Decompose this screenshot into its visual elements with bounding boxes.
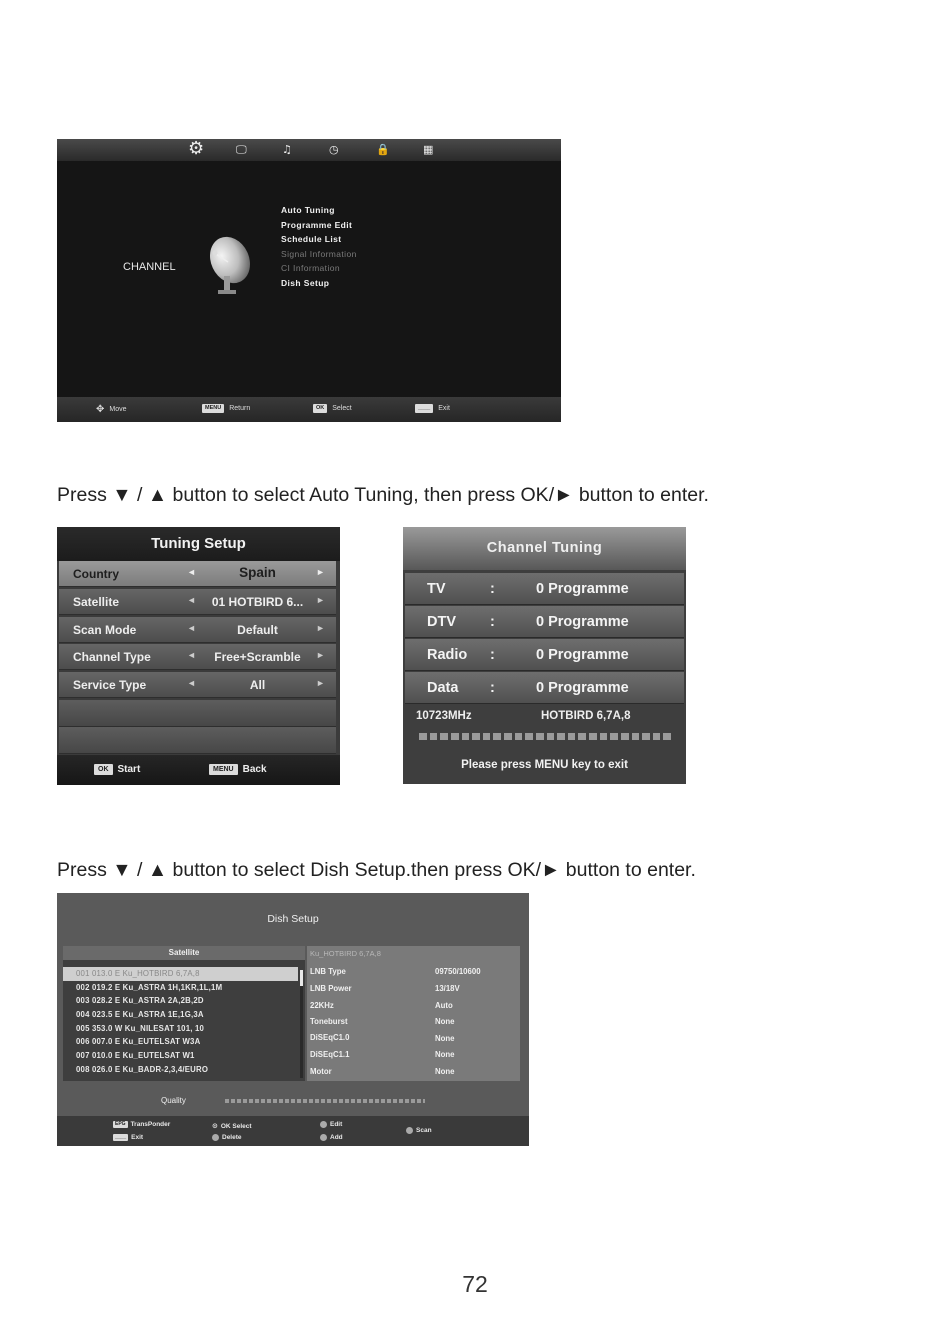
clock-icon[interactable]: ◷ [329, 143, 339, 156]
right-arrow-icon[interactable]: ► [316, 567, 325, 577]
exit-label: Exit [438, 405, 450, 412]
row-value: Default [237, 623, 278, 637]
count-value: 0 Programme [536, 647, 629, 663]
row-label: Scan Mode [73, 623, 137, 637]
prop-value-diseqc11[interactable]: None [435, 1050, 455, 1059]
prop-label-diseqc11: DiSEqC1.1 [310, 1050, 350, 1059]
menu-footer [57, 397, 561, 422]
right-arrow-icon[interactable]: ► [316, 650, 325, 660]
exit-key: ____ [415, 404, 433, 413]
satellite-item[interactable]: 004 023.5 E Ku_ASTRA 1E,1G,3A [76, 1010, 204, 1020]
red-button-icon [212, 1134, 219, 1141]
progress-block [547, 733, 555, 740]
add-hint[interactable] [320, 1134, 343, 1141]
menu-item-signal-information: Signal Information [281, 248, 357, 259]
tuning-satellite: HOTBIRD 6,7A,8 [541, 710, 631, 722]
exit-hint[interactable] [113, 1134, 143, 1141]
left-arrow-icon[interactable]: ◄ [187, 678, 196, 688]
exit-hint [415, 404, 450, 413]
prop-value-motor[interactable]: None [435, 1067, 455, 1076]
menu-key: MENU [209, 764, 238, 775]
ok-select-hint[interactable] [212, 1122, 252, 1130]
left-arrow-icon[interactable]: ◄ [187, 567, 196, 577]
prop-value-toneburst[interactable]: None [435, 1017, 455, 1026]
row-label: Service Type [73, 678, 147, 692]
menu-tab-bar [57, 139, 561, 161]
progress-block [472, 733, 480, 740]
tuning-row-country[interactable] [59, 561, 336, 587]
dish-setup-title: Dish Setup [267, 913, 319, 925]
channel-menu-screen [57, 139, 561, 422]
channel-tuning-title: Channel Tuning [403, 527, 686, 570]
scan-hint[interactable] [406, 1127, 432, 1134]
row-label: Satellite [73, 595, 120, 609]
satellite-item[interactable]: 006 007.0 E Ku_EUTELSAT W3A [76, 1037, 201, 1047]
tuning-row-scan-mode[interactable] [59, 617, 336, 643]
progress-block [493, 733, 501, 740]
back-label: Back [242, 764, 267, 775]
instruction-dish-setup: Press ▼ / ▲ button to select Dish Setup.then press OK/► button to enter. [57, 859, 696, 881]
count-value: 0 Programme [536, 581, 629, 597]
exit-hint: Please press MENU key to exit [461, 759, 628, 771]
menu-item-dish-setup[interactable]: Dish Setup [281, 277, 330, 288]
monitor-icon[interactable]: 🖵 [236, 143, 247, 156]
tuning-count-tv [405, 573, 684, 605]
progress-block [663, 733, 671, 740]
prop-label-lnb-type: LNB Type [310, 967, 346, 976]
quality-label: Quality [161, 1096, 186, 1105]
return-hint [202, 404, 250, 413]
progress-block [568, 733, 576, 740]
right-arrow-icon[interactable]: ► [316, 678, 325, 688]
menu-key: MENU [202, 404, 224, 413]
menu-item-ci-information: CI Information [281, 263, 340, 274]
page-number: 72 [462, 1271, 488, 1297]
row-value: Free+Scramble [214, 650, 301, 664]
exit-label: Exit [131, 1134, 144, 1141]
satellite-list-header: Satellite [63, 946, 305, 960]
satellite-item[interactable]: 002 019.2 E Ku_ASTRA 1H,1KR,1L,1M [76, 982, 223, 992]
count-value: 0 Programme [536, 680, 629, 696]
tuning-row-service-type[interactable] [59, 672, 336, 698]
left-arrow-icon[interactable]: ◄ [187, 595, 196, 605]
music-icon[interactable]: ♫ [282, 143, 292, 156]
progress-block [642, 733, 650, 740]
count-label: Radio [427, 647, 468, 663]
return-label: Return [229, 405, 251, 412]
progress-block [610, 733, 618, 740]
separator: : [490, 680, 495, 696]
prop-label-22khz: 22KHz [310, 1001, 334, 1010]
satellite-scrollbar[interactable] [300, 970, 303, 1078]
start-hint[interactable] [94, 764, 140, 775]
channel-tuning-screen [403, 527, 686, 784]
move-arrows-icon: ✥ [96, 404, 105, 415]
progress-block [451, 733, 459, 740]
channel-menu-list [281, 203, 357, 291]
ok-select-label: OK Select [220, 1122, 252, 1130]
row-label: Channel Type [73, 650, 151, 664]
prop-value-lnb-power[interactable]: 13/18V [435, 984, 460, 993]
select-hint [313, 404, 352, 413]
tuning-setup-footer [57, 755, 340, 785]
row-value: Spain [239, 565, 276, 580]
row-label: Country [73, 567, 119, 581]
scrollbar-thumb[interactable] [300, 970, 303, 986]
ok-key: OK [313, 404, 327, 413]
delete-label: Delete [222, 1134, 242, 1141]
satellite-item[interactable]: 005 353.0 W Ku_NILESAT 101, 10 [76, 1023, 205, 1033]
tuning-count-dtv [405, 606, 684, 638]
row-value: 01 HOTBIRD 6... [211, 595, 304, 609]
progress-block [600, 733, 608, 740]
tuning-progress-bar [419, 733, 671, 741]
yellow-button-icon [320, 1134, 327, 1141]
add-label: Add [330, 1134, 343, 1141]
exit-key: ____ [115, 1134, 127, 1140]
progress-block [589, 733, 597, 740]
prop-value-lnb-type[interactable]: 09750/10600 [435, 967, 481, 976]
progress-block [557, 733, 565, 740]
satellite-dish-icon [202, 234, 254, 296]
satellite-properties-panel [307, 946, 520, 1081]
separator: : [490, 581, 495, 597]
prop-value-diseqc10[interactable]: None [435, 1034, 455, 1043]
progress-block [578, 733, 586, 740]
menu-item-programme-edit[interactable]: Programme Edit [281, 219, 353, 230]
progress-block [653, 733, 661, 740]
progress-block [462, 733, 470, 740]
tuning-setup-screen [57, 527, 340, 785]
left-arrow-icon[interactable]: ◄ [187, 650, 196, 660]
count-value: 0 Programme [536, 614, 629, 630]
satellite-item[interactable]: 007 010.0 E Ku_EUTELSAT W1 [76, 1051, 195, 1061]
prop-value-22khz[interactable]: Auto [435, 1001, 453, 1010]
prop-label-motor: Motor [310, 1067, 332, 1076]
section-label: CHANNEL [123, 261, 176, 273]
dish-setup-screen [57, 893, 529, 1146]
count-label: DTV [427, 614, 456, 630]
satellite-item[interactable]: 001 013.0 E Ku_HOTBIRD 6,7A,8 [63, 967, 298, 981]
quality-bar [225, 1099, 425, 1103]
progress-block [536, 733, 544, 740]
left-arrow-icon[interactable]: ◄ [187, 623, 196, 633]
satellite-item[interactable]: 008 026.0 E Ku_BADR-2,3,4/EURO [76, 1064, 209, 1074]
epg-key: EPG [115, 1121, 126, 1127]
separator: : [490, 647, 495, 663]
move-label: Move [109, 406, 127, 413]
prop-label-diseqc10: DiSEqC1.0 [310, 1033, 350, 1042]
empty-row [59, 727, 336, 754]
progress-block [525, 733, 533, 740]
green-button-icon [320, 1121, 327, 1128]
selected-satellite-name: Ku_HOTBIRD 6,7A,8 [310, 949, 381, 958]
tuning-count-radio [405, 639, 684, 671]
tuning-setup-title: Tuning Setup [57, 527, 340, 561]
right-arrow-icon[interactable]: ► [316, 595, 325, 605]
progress-block [419, 733, 427, 740]
lock-icon[interactable]: 🔒 [376, 143, 390, 156]
progress-block [440, 733, 448, 740]
separator: : [490, 614, 495, 630]
progress-block [621, 733, 629, 740]
progress-block [632, 733, 640, 740]
delete-hint[interactable] [212, 1134, 242, 1141]
satellite-list [63, 967, 298, 1077]
ok-circle-icon: ⊙ [212, 1123, 218, 1130]
progress-block [430, 733, 438, 740]
gear-icon[interactable]: ⚙ [188, 139, 205, 159]
empty-row [59, 700, 336, 727]
prop-label-lnb-power: LNB Power [310, 984, 352, 993]
scan-label: Scan [416, 1127, 432, 1134]
count-label: Data [427, 680, 459, 696]
progress-block [504, 733, 512, 740]
right-arrow-icon[interactable]: ► [316, 623, 325, 633]
apps-icon[interactable]: ▦ [423, 143, 434, 156]
blue-button-icon [406, 1127, 413, 1134]
start-label: Start [117, 764, 141, 775]
prop-label-toneburst: Toneburst [310, 1017, 348, 1026]
row-value: All [249, 678, 266, 692]
transponder-hint[interactable] [113, 1121, 170, 1128]
move-hint [96, 404, 127, 415]
tuning-count-data [405, 672, 684, 704]
tuning-row-channel-type[interactable] [59, 644, 336, 670]
tuning-frequency: 10723MHz [416, 710, 472, 722]
tuning-row-satellite[interactable] [59, 589, 336, 615]
ok-key: OK [94, 764, 113, 775]
back-hint[interactable] [209, 764, 267, 775]
transponder-label: TransPonder [130, 1121, 171, 1128]
edit-hint[interactable] [320, 1121, 342, 1128]
progress-block [515, 733, 523, 740]
progress-block [483, 733, 491, 740]
instruction-auto-tuning: Press ▼ / ▲ button to select Auto Tuning, then press OK/► button to enter. [57, 484, 709, 506]
menu-item-schedule-list[interactable]: Schedule List [281, 234, 342, 245]
satellite-item[interactable]: 003 028.2 E Ku_ASTRA 2A,2B,2D [76, 996, 204, 1006]
menu-item-auto-tuning[interactable]: Auto Tuning [281, 205, 335, 215]
edit-label: Edit [330, 1121, 343, 1128]
satellite-list-panel [63, 946, 305, 1081]
dish-setup-footer [57, 1116, 529, 1146]
select-label: Select [332, 405, 352, 412]
count-label: TV [427, 581, 446, 597]
